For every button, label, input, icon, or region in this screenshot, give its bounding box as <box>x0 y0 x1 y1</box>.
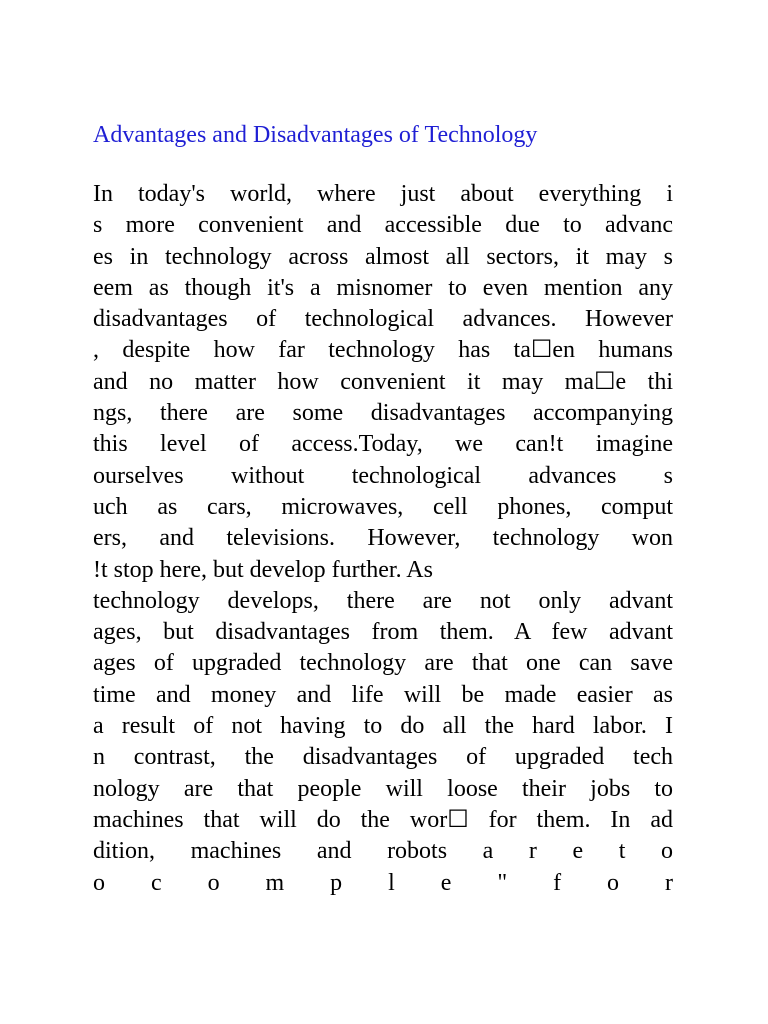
text-line: this level of access.Today, we can!t imagine <box>93 431 673 458</box>
text-line: uch as cars, microwaves, cell phones, comput <box>93 493 673 520</box>
text-line: and no matter how convenient it may ma☐e thi <box>93 368 673 395</box>
text-line: es in technology across almost all sectors, it may s <box>93 243 673 270</box>
text-line: machines that will do the wor☐ for them. In ad <box>93 806 673 833</box>
document-body <box>93 179 673 899</box>
text-line: n contrast, the disadvantages of upgraded tech <box>93 744 673 771</box>
text-line: ourselves without technological advances s <box>93 462 673 489</box>
text-line: o c o m p l e " f o r <box>93 869 673 896</box>
text-line: dition, machines and robots a r e t o <box>93 838 673 865</box>
text-line: s more convenient and accessible due to advanc <box>93 212 673 239</box>
text-line: ages of upgraded technology are that one can save <box>93 650 673 677</box>
text-line: a result of not having to do all the hard labor. I <box>93 713 673 740</box>
text-line: , despite how far technology has ta☐en humans <box>93 337 673 364</box>
text-line: disadvantages of technological advances. However <box>93 306 673 333</box>
text-line: eem as though it's a misnomer to even mention any <box>93 274 673 301</box>
text-line: ers, and televisions. However, technology won <box>93 525 673 552</box>
text-line: In today's world, where just about everything i <box>93 181 673 207</box>
text-line: technology develops, there are not only advant <box>93 587 673 614</box>
text-line: !t stop here, but develop further. As <box>93 556 433 583</box>
document-title: Advantages and Disadvantages of Technology <box>93 122 538 148</box>
text-line: time and money and life will be made easier as <box>93 681 673 708</box>
text-line: nology are that people will loose their jobs to <box>93 775 673 802</box>
text-line: ngs, there are some disadvantages accompanying <box>93 400 673 427</box>
text-line: ages, but disadvantages from them. A few advant <box>93 619 673 646</box>
